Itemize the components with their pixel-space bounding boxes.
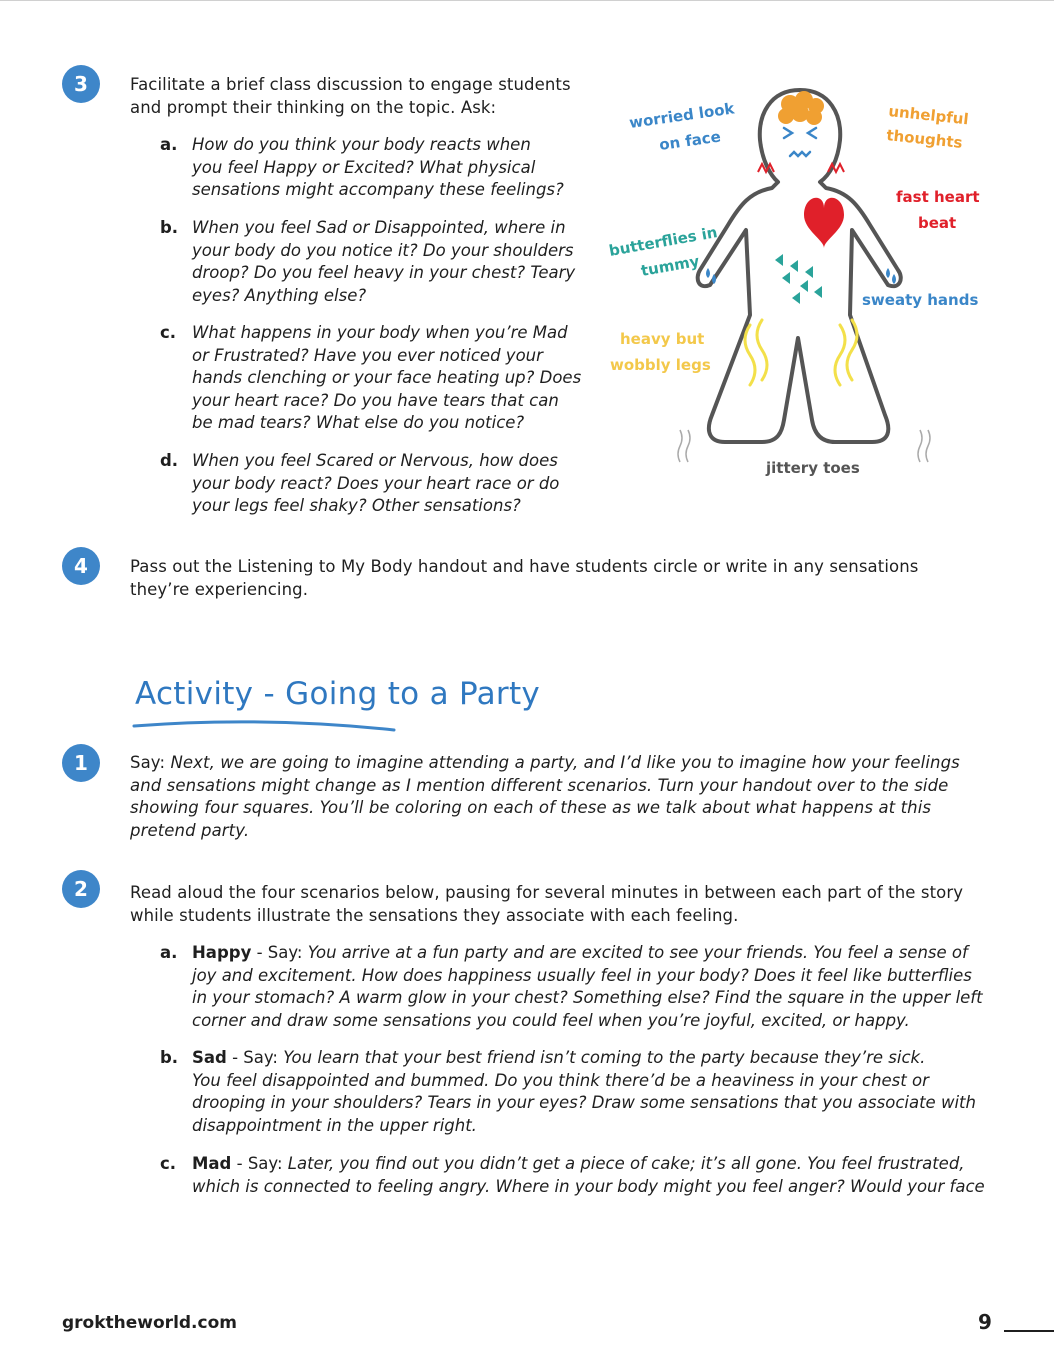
step1-line: pretend party. (130, 820, 250, 840)
question-line: hands clenching or your face heating up? Does (192, 368, 582, 387)
question-line: What happens in your body when you’re Mad (192, 323, 568, 342)
step1-line: Next, we are going to imagine attending a party, and I’d like you to imagine how your feelings (170, 753, 960, 772)
question-line: How do you think your body reacts when (192, 135, 531, 154)
page-number: 9 (978, 1310, 992, 1334)
scenario-name: Sad (192, 1048, 227, 1067)
scenario-line: disappointment in the upper right. (192, 1115, 477, 1135)
question-line: or Frustrated? Have you ever noticed your (192, 345, 543, 365)
scenario-line: Later, you find out you didn’t get a piece of cake; it’s all gone. You feel frustrated, (287, 1154, 965, 1173)
scenario-letter: a. (160, 943, 178, 962)
heading-underline (132, 716, 397, 734)
label-butterflies: tummy (639, 251, 701, 280)
step1-line: and sensations might change as I mention different scenarios. Turn your handout over to the side (130, 775, 949, 795)
question-letter: b. (160, 218, 179, 237)
scenario-line: which is connected to feeling angry. Where in your body might you feel anger? Would your face (192, 1176, 985, 1196)
question-line: your legs feel shaky? Other sensations? (192, 496, 521, 515)
label-worried: worried look (628, 99, 736, 132)
heart-icon (804, 198, 844, 248)
step-number-badge: 3 (62, 65, 100, 103)
brain-icon (778, 91, 824, 125)
label-fast-heart: beat (918, 214, 957, 232)
activity-step2-text (130, 882, 963, 927)
question-line: be mad tears? What else do you notice? (192, 413, 525, 432)
top-rule (0, 0, 1054, 1)
scenario-name: Happy (192, 943, 252, 962)
question-line: droop? Do you feel heavy in your chest? Teary (192, 263, 576, 282)
say-label: - Say: (231, 1154, 288, 1173)
step1-line: showing four squares. You’ll be coloring on each of these as we talk about what happens at this (130, 798, 932, 817)
step4-text (130, 556, 918, 601)
sweat-drops-icon (706, 268, 896, 284)
scenario-line: You learn that your best friend isn’t coming to the party because they’re sick. (283, 1048, 926, 1067)
say-label: Say: (130, 753, 171, 772)
footer-site: groktheworld.com (62, 1313, 237, 1333)
step-number-badge: 1 (62, 744, 100, 782)
question-letter: d. (160, 451, 179, 470)
step-number-badge: 4 (62, 547, 100, 585)
label-jittery: jittery toes (766, 459, 860, 477)
question-line: sensations might accompany these feelings? (192, 180, 564, 199)
scenario-line: You arrive at a fun party and are excited to see your friends. You feel a sense of (307, 943, 968, 962)
scenario-line: drooping in your shoulders? Tears in your eyes? Draw some sensations that you associate with (192, 1093, 976, 1112)
label-unhelpful: unhelpful (887, 102, 970, 129)
question-line: your body react? Does your heart race or do (192, 473, 560, 493)
scenario-letter: c. (160, 1154, 177, 1173)
question-letter: a. (160, 135, 178, 154)
question-line: you feel Happy or Excited? What physical (192, 157, 536, 177)
scenario-line: joy and excitement. How does happiness usually feel in your body? Does it feel like butterflies (192, 965, 972, 985)
body-sensations-illustration (600, 80, 1000, 490)
scenario-letter: b. (160, 1048, 179, 1067)
label-fast-heart: fast heart (896, 188, 980, 206)
label-heavy: heavy but (620, 330, 705, 348)
scenario-name: Mad (192, 1154, 232, 1173)
question-line: your heart race? Do you have tears that can (192, 390, 559, 410)
scenario-line: in your stomach? A warm glow in your chest? Something else? Find the square in the upper left (192, 988, 983, 1007)
label-heavy: wobbly legs (610, 356, 711, 374)
step4-line: Pass out the Listening to My Body handout and have students circle or write in any sensations (130, 557, 919, 576)
step3-text (130, 74, 571, 119)
butterflies-icon (775, 254, 822, 304)
footer-rule (1004, 1330, 1054, 1332)
worried-face-icon (784, 128, 816, 156)
scenario-line: corner and draw some sensations you could feel when you’re joyful, excited, or happy. (192, 1010, 910, 1030)
label-unhelpful: thoughts (885, 126, 964, 152)
step3-line: Facilitate a brief class discussion to engage students (130, 75, 571, 94)
label-butterflies: butterflies in (607, 223, 719, 260)
question-line: eyes? Anything else? (192, 285, 367, 305)
say-label: - Say: (251, 943, 308, 962)
activity-heading: Activity - Going to a Party (135, 676, 541, 712)
step4-line: they’re experiencing. (130, 579, 309, 599)
question-line: When you feel Sad or Disappointed, where in (192, 218, 566, 237)
step-number-badge: 2 (62, 870, 100, 908)
label-sweaty: sweaty hands (862, 291, 979, 309)
jittery-toes-icon (678, 430, 930, 462)
step2-line: Read aloud the four scenarios below, pausing for several minutes in between each part of the story (130, 883, 964, 902)
step2-line: while students illustrate the sensations they associate with each feeling. (130, 905, 739, 925)
label-worried: on face (658, 127, 722, 154)
question-line: When you feel Scared or Nervous, how does (192, 451, 558, 470)
question-letter: c. (160, 323, 177, 342)
step3-line: and prompt their thinking on the topic. Ask: (130, 97, 497, 117)
question-line: your body do you notice it? Do your shoulders (192, 240, 574, 260)
scenario-line: You feel disappointed and bummed. Do you think there’d be a heaviness in your chest or (192, 1070, 929, 1090)
activity-step1-text (130, 752, 960, 842)
say-label: - Say: (226, 1048, 284, 1067)
body-outline (698, 90, 901, 442)
